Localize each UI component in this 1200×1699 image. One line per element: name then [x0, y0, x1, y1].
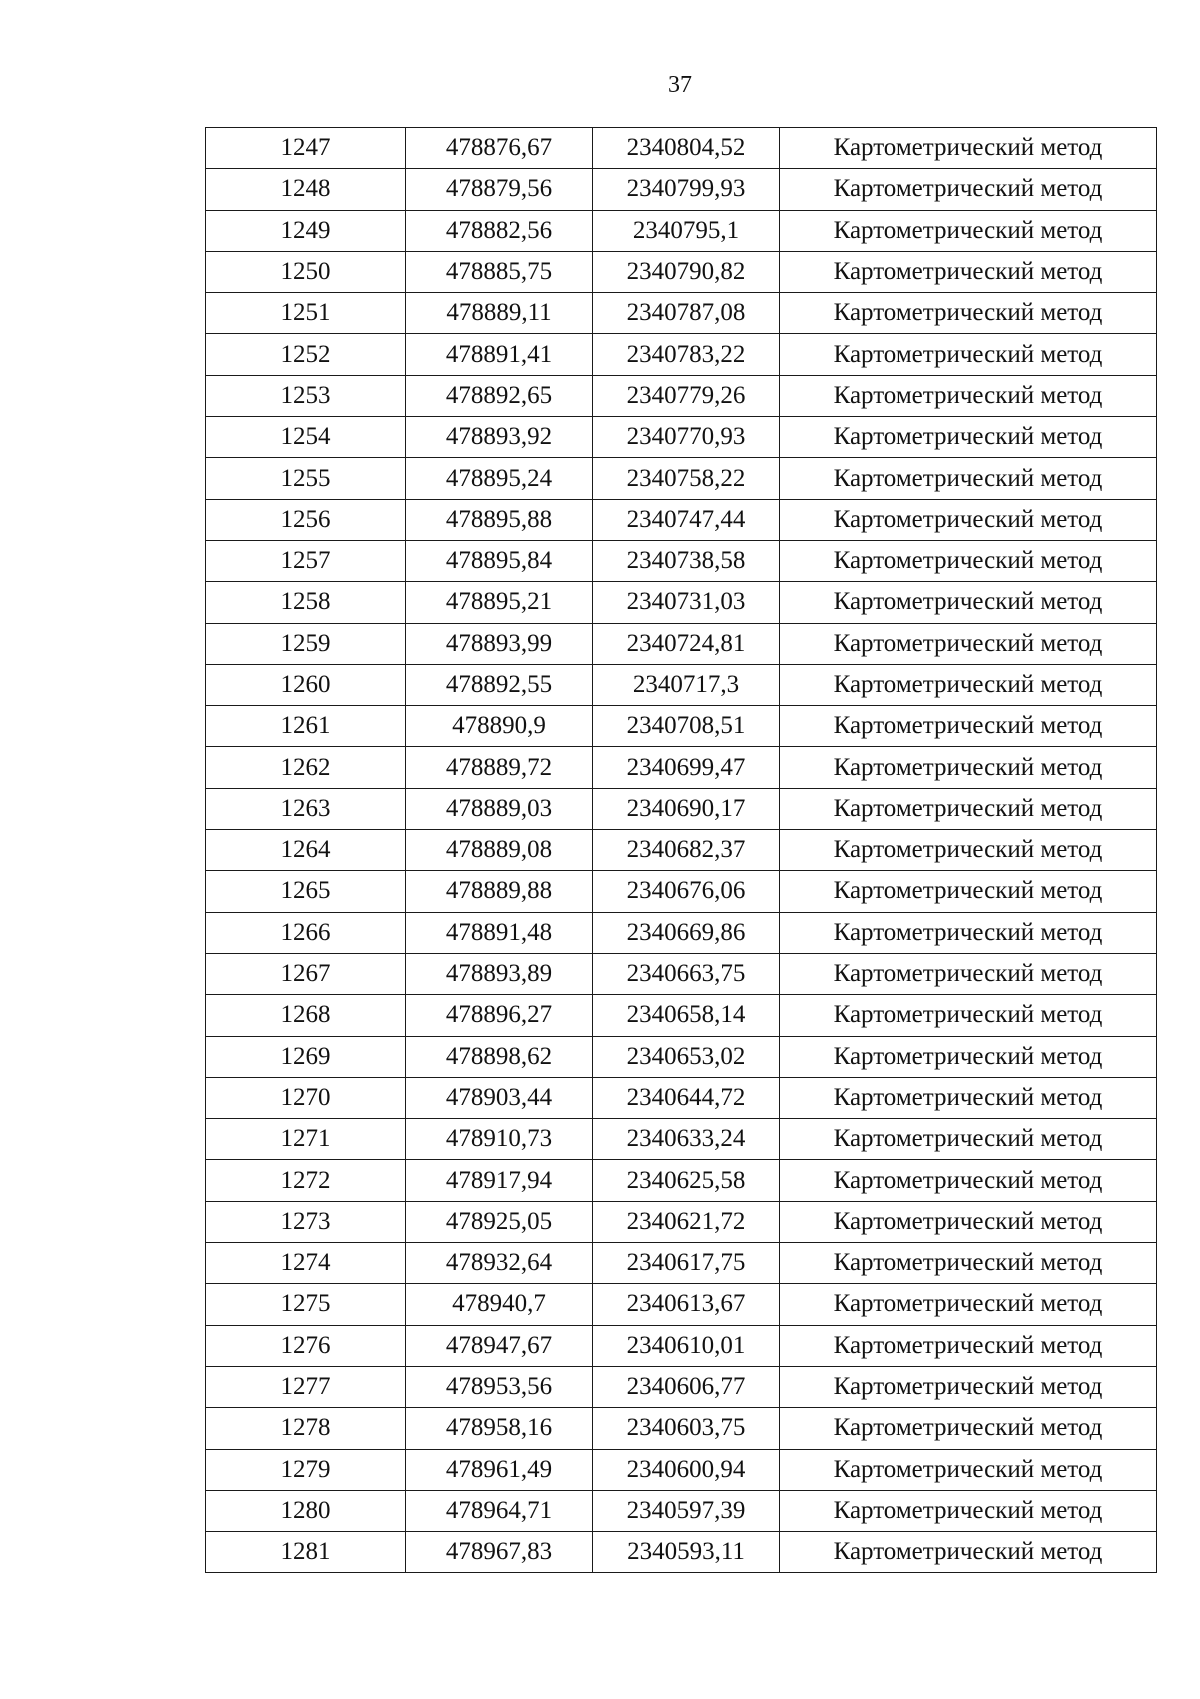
y-coordinate-cell: 2340617,75 — [593, 1243, 780, 1284]
y-coordinate-cell: 2340603,75 — [593, 1408, 780, 1449]
method-cell: Картометрический метод — [780, 210, 1157, 251]
method-cell: Картометрический метод — [780, 1160, 1157, 1201]
method-cell: Картометрический метод — [780, 1325, 1157, 1366]
point-number-cell: 1252 — [206, 334, 406, 375]
x-coordinate-cell: 478917,94 — [406, 1160, 593, 1201]
y-coordinate-cell: 2340621,72 — [593, 1201, 780, 1242]
y-coordinate-cell: 2340676,06 — [593, 871, 780, 912]
y-coordinate-cell: 2340633,24 — [593, 1119, 780, 1160]
table-row — [206, 417, 1157, 458]
table-row — [206, 871, 1157, 912]
table-row — [206, 664, 1157, 705]
table-row — [206, 499, 1157, 540]
x-coordinate-cell: 478903,44 — [406, 1077, 593, 1118]
method-cell: Картометрический метод — [780, 417, 1157, 458]
method-cell: Картометрический метод — [780, 1449, 1157, 1490]
table-row — [206, 747, 1157, 788]
x-coordinate-cell: 478953,56 — [406, 1366, 593, 1407]
x-coordinate-cell: 478967,83 — [406, 1532, 593, 1573]
x-coordinate-cell: 478961,49 — [406, 1449, 593, 1490]
method-cell: Картометрический метод — [780, 375, 1157, 416]
table-row — [206, 706, 1157, 747]
x-coordinate-cell: 478910,73 — [406, 1119, 593, 1160]
coordinates-table-body — [206, 128, 1157, 1573]
y-coordinate-cell: 2340658,14 — [593, 995, 780, 1036]
point-number-cell: 1248 — [206, 169, 406, 210]
x-coordinate-cell: 478889,08 — [406, 830, 593, 871]
point-number-cell: 1255 — [206, 458, 406, 499]
table-row — [206, 293, 1157, 334]
method-cell: Картометрический метод — [780, 1366, 1157, 1407]
y-coordinate-cell: 2340804,52 — [593, 128, 780, 169]
y-coordinate-cell: 2340738,58 — [593, 540, 780, 581]
method-cell: Картометрический метод — [780, 788, 1157, 829]
table-row — [206, 540, 1157, 581]
y-coordinate-cell: 2340708,51 — [593, 706, 780, 747]
method-cell: Картометрический метод — [780, 747, 1157, 788]
method-cell: Картометрический метод — [780, 1490, 1157, 1531]
method-cell: Картометрический метод — [780, 169, 1157, 210]
method-cell: Картометрический метод — [780, 251, 1157, 292]
y-coordinate-cell: 2340600,94 — [593, 1449, 780, 1490]
method-cell: Картометрический метод — [780, 953, 1157, 994]
point-number-cell: 1275 — [206, 1284, 406, 1325]
y-coordinate-cell: 2340606,77 — [593, 1366, 780, 1407]
table-row — [206, 582, 1157, 623]
table-row — [206, 1119, 1157, 1160]
method-cell: Картометрический метод — [780, 664, 1157, 705]
method-cell: Картометрический метод — [780, 623, 1157, 664]
x-coordinate-cell: 478895,21 — [406, 582, 593, 623]
y-coordinate-cell: 2340787,08 — [593, 293, 780, 334]
point-number-cell: 1267 — [206, 953, 406, 994]
point-number-cell: 1278 — [206, 1408, 406, 1449]
method-cell: Картометрический метод — [780, 995, 1157, 1036]
x-coordinate-cell: 478885,75 — [406, 251, 593, 292]
point-number-cell: 1261 — [206, 706, 406, 747]
y-coordinate-cell: 2340795,1 — [593, 210, 780, 251]
y-coordinate-cell: 2340731,03 — [593, 582, 780, 623]
point-number-cell: 1263 — [206, 788, 406, 829]
method-cell: Картометрический метод — [780, 1408, 1157, 1449]
table-row — [206, 251, 1157, 292]
y-coordinate-cell: 2340663,75 — [593, 953, 780, 994]
y-coordinate-cell: 2340625,58 — [593, 1160, 780, 1201]
point-number-cell: 1280 — [206, 1490, 406, 1531]
method-cell: Картометрический метод — [780, 582, 1157, 623]
point-number-cell: 1265 — [206, 871, 406, 912]
point-number-cell: 1259 — [206, 623, 406, 664]
point-number-cell: 1266 — [206, 912, 406, 953]
x-coordinate-cell: 478889,03 — [406, 788, 593, 829]
table-row — [206, 912, 1157, 953]
table-row — [206, 995, 1157, 1036]
x-coordinate-cell: 478893,92 — [406, 417, 593, 458]
y-coordinate-cell: 2340770,93 — [593, 417, 780, 458]
point-number-cell: 1264 — [206, 830, 406, 871]
x-coordinate-cell: 478882,56 — [406, 210, 593, 251]
table-row — [206, 1408, 1157, 1449]
table-row — [206, 1201, 1157, 1242]
point-number-cell: 1256 — [206, 499, 406, 540]
coordinates-table — [205, 127, 1157, 1573]
point-number-cell: 1270 — [206, 1077, 406, 1118]
table-row — [206, 1366, 1157, 1407]
x-coordinate-cell: 478947,67 — [406, 1325, 593, 1366]
x-coordinate-cell: 478879,56 — [406, 169, 593, 210]
point-number-cell: 1249 — [206, 210, 406, 251]
x-coordinate-cell: 478958,16 — [406, 1408, 593, 1449]
table-row — [206, 1036, 1157, 1077]
y-coordinate-cell: 2340790,82 — [593, 251, 780, 292]
table-row — [206, 375, 1157, 416]
table-row — [206, 623, 1157, 664]
x-coordinate-cell: 478925,05 — [406, 1201, 593, 1242]
y-coordinate-cell: 2340593,11 — [593, 1532, 780, 1573]
x-coordinate-cell: 478876,67 — [406, 128, 593, 169]
method-cell: Картометрический метод — [780, 1119, 1157, 1160]
table-row — [206, 1243, 1157, 1284]
point-number-cell: 1251 — [206, 293, 406, 334]
y-coordinate-cell: 2340613,67 — [593, 1284, 780, 1325]
x-coordinate-cell: 478889,88 — [406, 871, 593, 912]
table-row — [206, 128, 1157, 169]
point-number-cell: 1247 — [206, 128, 406, 169]
point-number-cell: 1271 — [206, 1119, 406, 1160]
point-number-cell: 1262 — [206, 747, 406, 788]
method-cell: Картометрический метод — [780, 1036, 1157, 1077]
x-coordinate-cell: 478890,9 — [406, 706, 593, 747]
x-coordinate-cell: 478964,71 — [406, 1490, 593, 1531]
table-row — [206, 1449, 1157, 1490]
x-coordinate-cell: 478895,88 — [406, 499, 593, 540]
x-coordinate-cell: 478892,55 — [406, 664, 593, 705]
table-row — [206, 1160, 1157, 1201]
point-number-cell: 1257 — [206, 540, 406, 581]
method-cell: Картометрический метод — [780, 499, 1157, 540]
method-cell: Картометрический метод — [780, 128, 1157, 169]
point-number-cell: 1269 — [206, 1036, 406, 1077]
x-coordinate-cell: 478895,84 — [406, 540, 593, 581]
x-coordinate-cell: 478893,89 — [406, 953, 593, 994]
x-coordinate-cell: 478891,48 — [406, 912, 593, 953]
y-coordinate-cell: 2340610,01 — [593, 1325, 780, 1366]
point-number-cell: 1277 — [206, 1366, 406, 1407]
point-number-cell: 1258 — [206, 582, 406, 623]
x-coordinate-cell: 478893,99 — [406, 623, 593, 664]
table-row — [206, 1490, 1157, 1531]
table-row — [206, 1325, 1157, 1366]
method-cell: Картометрический метод — [780, 871, 1157, 912]
table-row — [206, 169, 1157, 210]
table-row — [206, 1532, 1157, 1573]
method-cell: Картометрический метод — [780, 1201, 1157, 1242]
table-row — [206, 788, 1157, 829]
point-number-cell: 1272 — [206, 1160, 406, 1201]
y-coordinate-cell: 2340644,72 — [593, 1077, 780, 1118]
x-coordinate-cell: 478896,27 — [406, 995, 593, 1036]
y-coordinate-cell: 2340717,3 — [593, 664, 780, 705]
x-coordinate-cell: 478895,24 — [406, 458, 593, 499]
method-cell: Картометрический метод — [780, 334, 1157, 375]
point-number-cell: 1254 — [206, 417, 406, 458]
method-cell: Картометрический метод — [780, 912, 1157, 953]
table-row — [206, 458, 1157, 499]
x-coordinate-cell: 478898,62 — [406, 1036, 593, 1077]
point-number-cell: 1273 — [206, 1201, 406, 1242]
method-cell: Картометрический метод — [780, 706, 1157, 747]
y-coordinate-cell: 2340597,39 — [593, 1490, 780, 1531]
table-row — [206, 334, 1157, 375]
method-cell: Картометрический метод — [780, 293, 1157, 334]
table-row — [206, 953, 1157, 994]
y-coordinate-cell: 2340724,81 — [593, 623, 780, 664]
x-coordinate-cell: 478889,11 — [406, 293, 593, 334]
x-coordinate-cell: 478940,7 — [406, 1284, 593, 1325]
y-coordinate-cell: 2340783,22 — [593, 334, 780, 375]
y-coordinate-cell: 2340779,26 — [593, 375, 780, 416]
method-cell: Картометрический метод — [780, 1243, 1157, 1284]
x-coordinate-cell: 478932,64 — [406, 1243, 593, 1284]
y-coordinate-cell: 2340682,37 — [593, 830, 780, 871]
table-row — [206, 1077, 1157, 1118]
method-cell: Картометрический метод — [780, 540, 1157, 581]
point-number-cell: 1268 — [206, 995, 406, 1036]
point-number-cell: 1281 — [206, 1532, 406, 1573]
x-coordinate-cell: 478889,72 — [406, 747, 593, 788]
y-coordinate-cell: 2340690,17 — [593, 788, 780, 829]
point-number-cell: 1253 — [206, 375, 406, 416]
y-coordinate-cell: 2340747,44 — [593, 499, 780, 540]
page-number: 37 — [668, 72, 692, 98]
point-number-cell: 1279 — [206, 1449, 406, 1490]
y-coordinate-cell: 2340669,86 — [593, 912, 780, 953]
table-row — [206, 210, 1157, 251]
method-cell: Картометрический метод — [780, 1532, 1157, 1573]
method-cell: Картометрический метод — [780, 1284, 1157, 1325]
point-number-cell: 1274 — [206, 1243, 406, 1284]
point-number-cell: 1276 — [206, 1325, 406, 1366]
table-row — [206, 830, 1157, 871]
y-coordinate-cell: 2340699,47 — [593, 747, 780, 788]
x-coordinate-cell: 478892,65 — [406, 375, 593, 416]
table-row — [206, 1284, 1157, 1325]
y-coordinate-cell: 2340799,93 — [593, 169, 780, 210]
method-cell: Картометрический метод — [780, 1077, 1157, 1118]
point-number-cell: 1250 — [206, 251, 406, 292]
x-coordinate-cell: 478891,41 — [406, 334, 593, 375]
y-coordinate-cell: 2340653,02 — [593, 1036, 780, 1077]
method-cell: Картометрический метод — [780, 830, 1157, 871]
point-number-cell: 1260 — [206, 664, 406, 705]
method-cell: Картометрический метод — [780, 458, 1157, 499]
y-coordinate-cell: 2340758,22 — [593, 458, 780, 499]
